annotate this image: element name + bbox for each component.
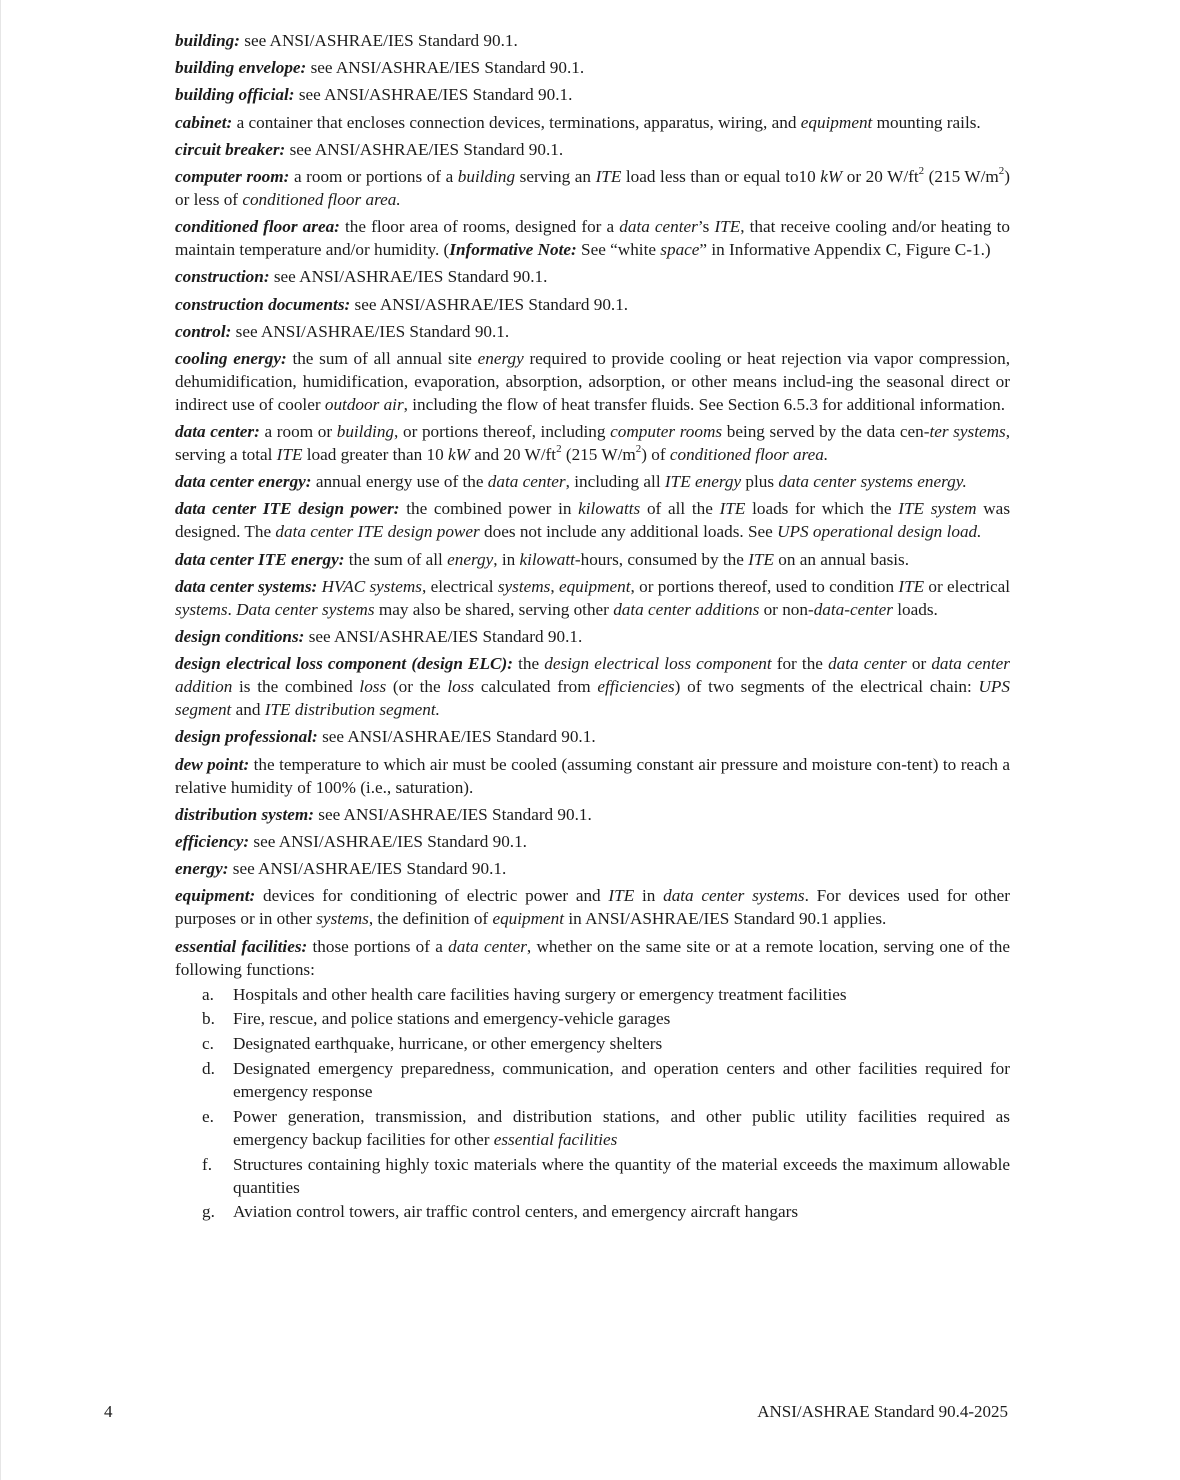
list-item bbox=[175, 1032, 1010, 1055]
definition-term: energy: bbox=[175, 859, 229, 879]
definition-term: cabinet: bbox=[175, 112, 233, 132]
list-item bbox=[175, 983, 1010, 1006]
definition-text: see ANSI/ASHRAE/IES Standard 90.1. bbox=[310, 58, 585, 78]
list-item bbox=[175, 1105, 1010, 1151]
definition-term: cooling energy: bbox=[175, 348, 287, 368]
list-item-letter: a. bbox=[202, 984, 214, 1004]
definition-term: design electrical loss component (design ELC): bbox=[175, 654, 513, 674]
definition-text: see ANSI/ASHRAE/IES Standard 90.1. bbox=[289, 139, 564, 159]
definition-text: see ANSI/ASHRAE/IES Standard 90.1. bbox=[318, 804, 592, 824]
definition-text: devices for conditioning of electric power and ITE in data center systems. For devices used for other purposes or in other systems, the definition of equipment in ANSI/ASHRAE/IES Standard 90.1 applies. bbox=[175, 886, 1010, 929]
definition-entry bbox=[175, 29, 1010, 52]
list-item-letter: c. bbox=[202, 1034, 214, 1054]
list-item-text: Designated emergency preparedness, communication, and operation centers and other facilities required for emergency response bbox=[233, 1059, 1010, 1102]
definition-entry bbox=[175, 803, 1010, 826]
list-item-letter: g. bbox=[202, 1202, 215, 1222]
definition-text: see ANSI/ASHRAE/IES Standard 90.1. bbox=[273, 267, 548, 287]
definition-term: design conditions: bbox=[175, 627, 305, 646]
definition-text: see ANSI/ASHRAE/IES Standard 90.1. bbox=[232, 859, 507, 879]
definition-text: see ANSI/ASHRAE/IES Standard 90.1. bbox=[235, 321, 510, 341]
definition-entry bbox=[175, 857, 1010, 880]
list-item bbox=[175, 1057, 1010, 1103]
definition-entry bbox=[175, 320, 1010, 343]
definition-entry bbox=[175, 265, 1010, 288]
definition-entry bbox=[175, 111, 1010, 134]
list-item-letter: f. bbox=[202, 1154, 213, 1174]
definition-entry bbox=[175, 420, 1010, 466]
definition-term: computer room: bbox=[175, 166, 290, 186]
definition-entry bbox=[175, 470, 1010, 493]
definition-text: the combined power in kilowatts of all the ITE loads for which the ITE system was designed. The data center ITE design power does not include any additional loads. See UPS operational design load. bbox=[175, 499, 1011, 542]
definition-term: data center ITE energy: bbox=[175, 549, 345, 569]
definitions-section bbox=[175, 29, 1010, 1225]
list-item-letter: e. bbox=[202, 1106, 214, 1126]
page-number: 4 bbox=[104, 1402, 113, 1421]
definition-text: see ANSI/ASHRAE/IES Standard 90.1. bbox=[308, 627, 583, 646]
definition-term: equipment: bbox=[175, 886, 256, 906]
definition-term: data center: bbox=[175, 422, 260, 442]
definition-entry bbox=[175, 575, 1010, 621]
definition-term: building: bbox=[175, 31, 240, 50]
definition-text: a container that encloses connection devices, terminations, apparatus, wiring, and equipment mounting rails. bbox=[236, 112, 981, 132]
list-item bbox=[175, 1007, 1010, 1030]
definition-term: control: bbox=[175, 321, 232, 341]
definition-entry bbox=[175, 935, 1010, 981]
essential-facilities-list bbox=[175, 983, 1010, 1224]
list-item-text: Aviation control towers, air traffic control centers, and emergency aircraft hangars bbox=[233, 1202, 799, 1222]
definition-term: distribution system: bbox=[175, 804, 314, 824]
definition-text: HVAC systems, electrical systems, equipment, or portions thereof, used to condition ITE or electrical systems. Data center systems may also be shared, serving other data center additions or non-data-center loads. bbox=[175, 576, 1011, 619]
list-item-text: Power generation, transmission, and distribution stations, and other public utility facilities required as emergency backup facilities for other essential facilities bbox=[233, 1106, 1010, 1149]
definition-term: construction documents: bbox=[175, 294, 351, 314]
definition-entry bbox=[175, 830, 1010, 853]
definition-term: data center systems: bbox=[175, 576, 318, 596]
definition-text: the floor area of rooms, designed for a data center’s ITE, that receive cooling and/or heating to maintain temperature and/or humidity. (Informative Note: See “white space” in Informative Appendix C, Figure C-1.) bbox=[175, 217, 1010, 260]
definition-text: see ANSI/ASHRAE/IES Standard 90.1. bbox=[298, 85, 573, 105]
definition-text: those portions of a data center, whether on the same site or at a remote location, serving one of the following functions: bbox=[175, 936, 1010, 979]
definition-text: a room or building, or portions thereof, including computer rooms being served by the data cen-ter systems, serving a total ITE load greater than 10 kW and 20 $W/ft^2$ (215 $W/m^2$) of conditioned floor area. bbox=[175, 422, 1010, 465]
definition-text: see ANSI/ASHRAE/IES Standard 90.1. bbox=[244, 31, 518, 50]
definition-entry bbox=[175, 165, 1010, 211]
definition-entry bbox=[175, 215, 1010, 261]
list-item-text: Fire, rescue, and police stations and emergency-vehicle garages bbox=[233, 1009, 671, 1029]
definition-entry bbox=[175, 497, 1010, 543]
list-item-letter: d. bbox=[202, 1059, 215, 1079]
definition-entry bbox=[175, 293, 1010, 316]
definition-text: see ANSI/ASHRAE/IES Standard 90.1. bbox=[354, 294, 629, 314]
list-item-text: Designated earthquake, hurricane, or other emergency shelters bbox=[233, 1034, 663, 1054]
definition-term: data center energy: bbox=[175, 472, 312, 492]
definition-text: the temperature to which air must be cooled (assuming constant air pressure and moisture con-tent) to reach a relative humidity of 100% (i.e., saturation). bbox=[175, 754, 1011, 797]
definition-entry bbox=[175, 56, 1010, 79]
definition-entry bbox=[175, 625, 1010, 648]
list-item-letter: b. bbox=[202, 1009, 215, 1029]
definition-term: dew point: bbox=[175, 754, 250, 774]
definition-text: the design electrical loss component for the data center or data center addition is the combined loss (or the loss calculated from efficiencies) of two segments of the electrical chain: UPS segment and ITE distribution segment. bbox=[175, 654, 1010, 720]
definition-entry bbox=[175, 138, 1010, 161]
definition-text: see ANSI/ASHRAE/IES Standard 90.1. bbox=[253, 831, 527, 851]
definition-term: conditioned floor area: bbox=[175, 217, 340, 237]
definition-term: efficiency: bbox=[175, 831, 250, 851]
definition-text: the sum of all annual site energy required to provide cooling or heat rejection via vapor compression, dehumidification, humidification, evaporation, absorption, adsorption, or other means includ-ing the seasonal direct or indirect use of cooler outdoor air, including the flow of heat transfer fluids. See Section 6.5.3 for additional information. bbox=[175, 348, 1011, 414]
definition-text: the sum of all energy, in kilowatt-hours, consumed by the ITE on an annual basis. bbox=[348, 549, 910, 569]
list-item-text: Hospitals and other health care facilities having surgery or emergency treatment facilities bbox=[233, 984, 847, 1004]
list-item-text: Structures containing highly toxic materials where the quantity of the material exceeds the maximum allowable quantities bbox=[233, 1154, 1010, 1197]
definition-term: data center ITE design power: bbox=[175, 499, 400, 519]
definition-entry bbox=[175, 652, 1010, 721]
definition-term: design professional: bbox=[175, 727, 318, 747]
definition-text: see ANSI/ASHRAE/IES Standard 90.1. bbox=[322, 727, 596, 747]
definition-term: construction: bbox=[175, 267, 270, 287]
definition-entry bbox=[175, 884, 1010, 930]
definition-term: building envelope: bbox=[175, 58, 307, 78]
definition-entry bbox=[175, 725, 1010, 748]
definition-entry bbox=[175, 83, 1010, 106]
standard-footer: ANSI/ASHRAE Standard 90.4-2025 bbox=[757, 1402, 1008, 1421]
definition-entry bbox=[175, 347, 1010, 416]
definition-term: circuit breaker: bbox=[175, 139, 286, 159]
definition-term: essential facilities: bbox=[175, 936, 308, 956]
definition-text: annual energy use of the data center, including all ITE energy plus data center systems energy. bbox=[315, 472, 967, 492]
definition-term: building official: bbox=[175, 85, 295, 105]
definition-entry bbox=[175, 753, 1010, 799]
definition-entry bbox=[175, 548, 1010, 571]
list-item bbox=[175, 1153, 1010, 1199]
list-item bbox=[175, 1200, 1010, 1223]
definition-text: a room or portions of a building serving an ITE load less than or equal to10 kW or 20 $W/ft^2$ (215 $W/m^2$) or less of conditioned floor area. bbox=[175, 165, 1011, 209]
